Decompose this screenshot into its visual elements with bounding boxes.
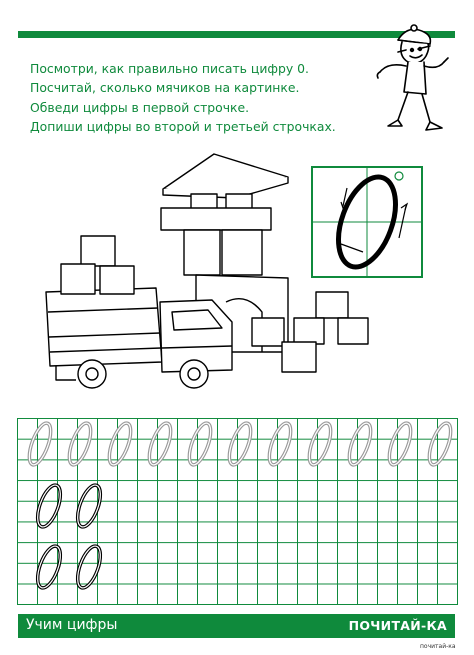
instruction-line: Посчитай, сколько мячиков на картинке. [30, 80, 300, 96]
practice-zeros [17, 418, 457, 604]
footer-title: Учим цифры [26, 617, 118, 633]
instruction-line: Обведи цифры в первой строчке. [30, 99, 250, 115]
instruction-line: Посмотри, как правильно писать цифру 0. [30, 61, 309, 76]
boy-in-cap-icon [368, 22, 452, 134]
instruction-line: Допиши цифры во второй и третьей строчках. [30, 119, 336, 135]
watermark: почитай-ка [420, 643, 456, 650]
footer-bar [18, 614, 455, 638]
instructions [30, 59, 336, 137]
zero-writing-demo-icon [311, 166, 423, 278]
footer-brand: ПОЧИТАЙ-КА [348, 618, 447, 633]
